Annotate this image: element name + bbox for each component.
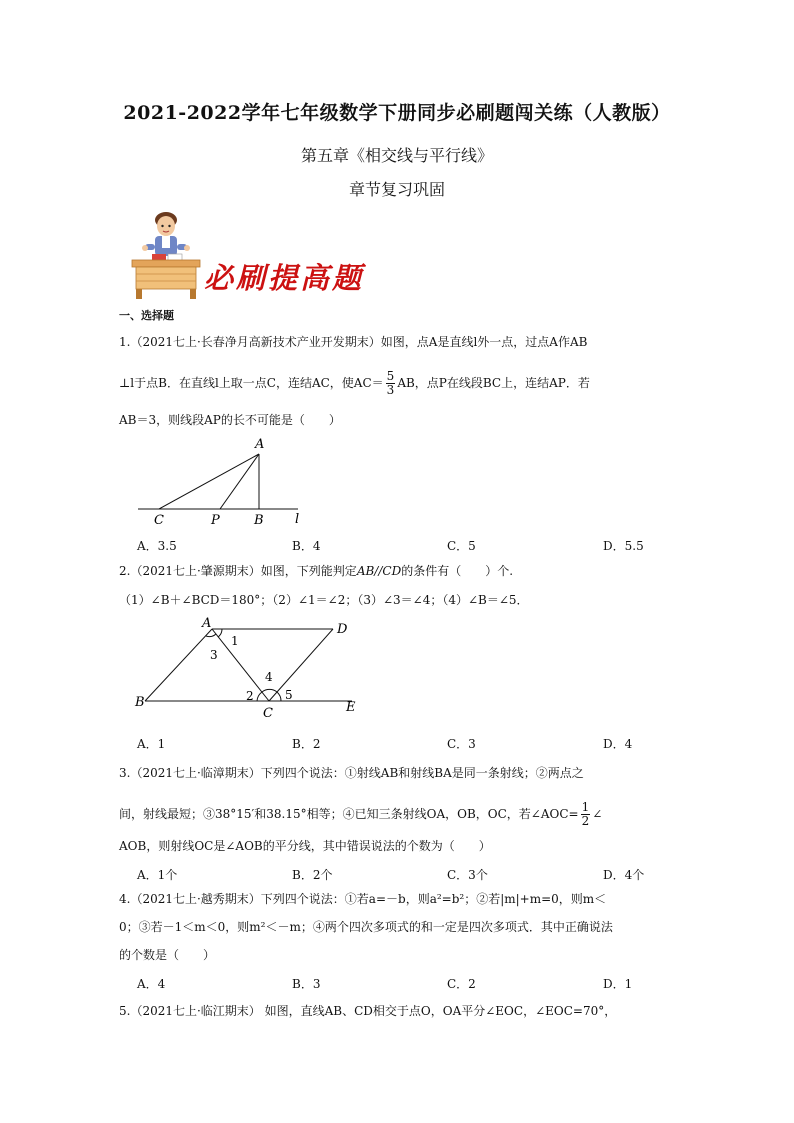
q5-line1: 5.（2021七上·临江期末） 如图，直线AB、CD相交于点O，OA平分∠EOC，∠EOC=70°， (119, 1004, 617, 1018)
q3-frac-den: 2 (581, 814, 590, 828)
q3-frac-num: 1 (581, 800, 590, 814)
q2-label-1: 1 (231, 634, 239, 648)
chapter-title: 第五章《相交线与平行线》 (300, 146, 493, 165)
q4-line3: 的个数是（ ） (119, 948, 216, 962)
q4-option-a: A．4 (137, 977, 166, 991)
q2-angle-arc-1 (218, 629, 222, 637)
document-title: 2021-2022学年七年级数学下册同步必刷题闯关练（人教版） (123, 102, 671, 124)
q2-label-A: A (202, 616, 212, 631)
q2-angle-arc-4 (262, 689, 277, 692)
q2-line1-b: AB//CD (356, 564, 402, 578)
q2-label-B: B (135, 695, 145, 710)
q1-fraction (386, 370, 396, 397)
q1-label-A: A (255, 437, 265, 452)
q3-line3: AOB，则射线OC是∠AOB的平分线，其中错误说法的个数为（ ） (119, 839, 491, 853)
q3-option-b: B．2个 (292, 868, 333, 882)
q3-line2-a: 间，射线最短；③38°15′和38.15°相等；④已知三条射线OA，OB，OC，若∠AOC= (119, 807, 579, 821)
q3-option-c: C．3个 (447, 868, 488, 882)
q1-label-B: B (254, 513, 264, 528)
q1-line1: 1.（2021七上·长春净月高新技术产业开发期末）如图，点A是直线l外一点，过点A作AB (119, 335, 588, 349)
q2-line-AB (145, 629, 212, 701)
q3-option-d: D．4个 (603, 868, 645, 882)
q1-frac-num: 5 (386, 369, 395, 383)
q2-label-3: 3 (210, 648, 218, 662)
section-label: 一、选择题 (119, 309, 174, 322)
q1-figure (130, 432, 310, 532)
q1-option-d: D．5.5 (603, 539, 644, 553)
q2-label-D: D (337, 622, 348, 637)
q2-label-E: E (346, 700, 356, 715)
q1-segment-AP (220, 454, 259, 509)
student-at-desk-illustration (128, 208, 204, 300)
q1-frac-den: 3 (386, 383, 395, 397)
q2-figure (132, 612, 364, 724)
q2-option-c: C．3 (447, 737, 476, 751)
section-subtitle: 章节复习巩固 (348, 180, 445, 199)
q2-line1-a: 2.（2021七上·肇源期末）如图，下列能判定 (119, 564, 357, 578)
q2-label-C: C (263, 706, 273, 721)
q2-line1 (119, 562, 513, 580)
q4-line1: 4.（2021七上·越秀期末）下列四个说法：①若a=－b，则a²=b²；②若|m|+m=0，则m＜ (119, 892, 607, 906)
q1-line2 (119, 370, 590, 397)
q4-option-d: D．1 (603, 977, 633, 991)
q2-label-5: 5 (285, 688, 293, 702)
q4-option-c: C．2 (447, 977, 476, 991)
q3-line2 (119, 801, 602, 828)
q2-angle-arc-5 (277, 692, 281, 701)
q2-line1-c: 的条件有（ ）个. (401, 564, 514, 578)
q1-label-C: C (154, 513, 164, 528)
q2-option-b: B．2 (292, 737, 321, 751)
q2-line-AC (212, 629, 269, 701)
q2-line2: （1）∠B＋∠BCD＝180°；（2）∠1＝∠2；（3）∠3＝∠4；（4）∠B＝∠5． (119, 593, 529, 607)
q1-option-b: B．4 (292, 539, 321, 553)
q4-line2: 0；③若－1＜m＜0，则m²＜－m；④两个四次多项式的和一定是四次多项式．其中正确说法 (119, 920, 613, 934)
q1-line2-a: ⊥l于点B．在直线l上取一点C，连结AC，使AC＝ (119, 376, 384, 390)
q2-line-CD (269, 629, 333, 701)
q2-angle-arc-2 (257, 692, 262, 701)
q2-label-4: 4 (265, 670, 273, 684)
q1-label-P: P (211, 513, 220, 528)
q1-line3: AB＝3，则线段AP的长不可能是（ ） (119, 413, 341, 427)
q1-label-l: l (295, 512, 300, 527)
q1-segment-AC (159, 454, 259, 509)
q4-option-b: B．3 (292, 977, 321, 991)
q2-label-2: 2 (246, 689, 254, 703)
q3-option-a: A．1个 (137, 868, 178, 882)
q2-option-a: A．1 (137, 737, 166, 751)
q1-option-c: C．5 (447, 539, 476, 553)
q3-line1: 3.（2021七上·临漳期末）下列四个说法：①射线AB和射线BA是同一条射线；②两点之 (119, 766, 584, 780)
q3-fraction (581, 801, 591, 828)
q1-option-a: A．3.5 (137, 539, 177, 553)
q3-line2-b: ∠ (592, 807, 603, 821)
q2-option-d: D．4 (603, 737, 633, 751)
banner-title: 必刷提高题 (204, 261, 365, 295)
q1-line2-b: AB，点P在线段BC上，连结AP．若 (397, 376, 590, 390)
